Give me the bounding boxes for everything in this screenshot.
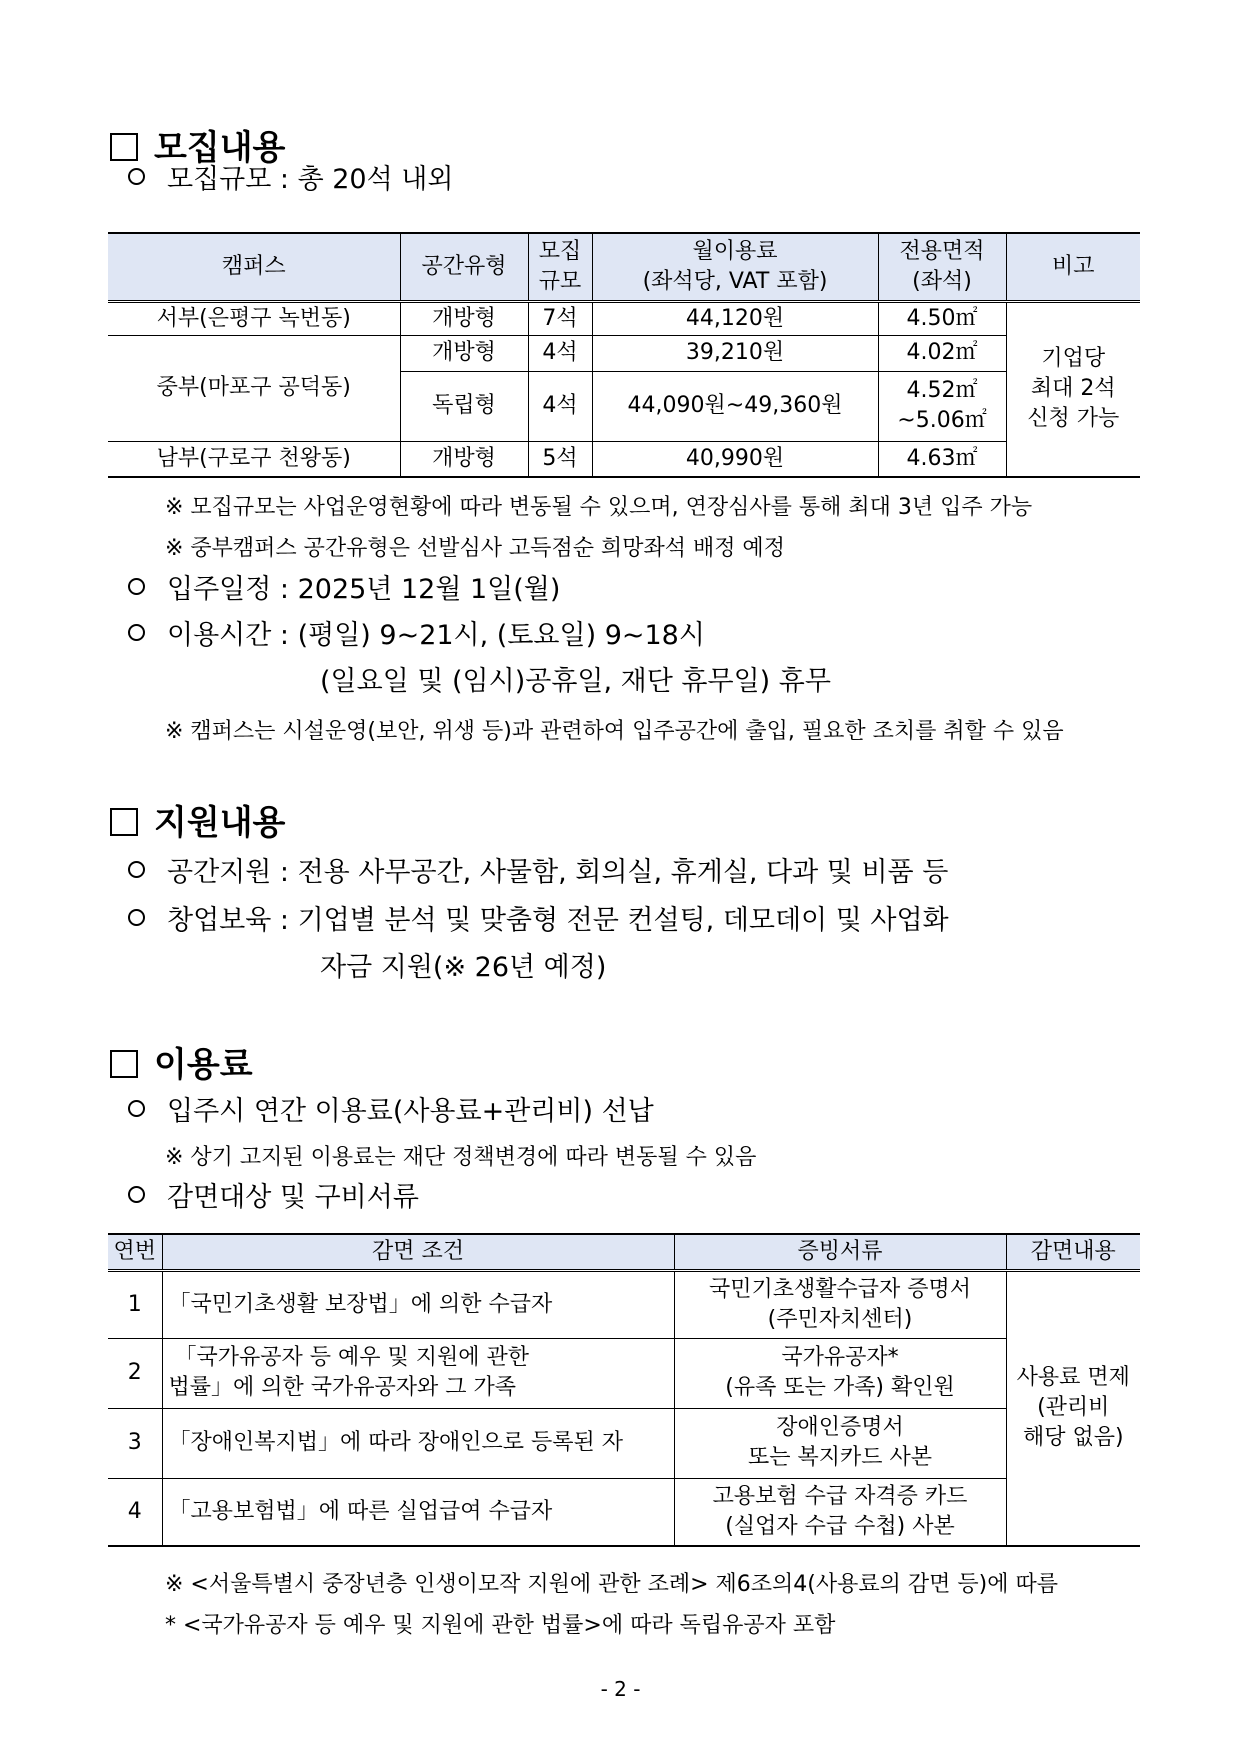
header-no: 연번 xyxy=(108,1234,162,1270)
usage-hours-closed: (일요일 및 (임시)공휴일, 재단 휴무일) 휴무 xyxy=(320,666,831,697)
fee-cell: 40,990원 xyxy=(592,441,878,477)
no-cell: 2 xyxy=(108,1338,162,1408)
header-space-type: 공간유형 xyxy=(400,233,528,301)
condition-cell: 「국민기초생활 보장법」에 의한 수급자 xyxy=(162,1270,674,1338)
table-row xyxy=(108,1338,1140,1408)
condition-cell: 「장애인복지법」에 따라 장애인으로 등록된 자 xyxy=(162,1408,674,1478)
checkbox-square-icon xyxy=(110,133,138,161)
campus-cell: 서부(은평구 녹번동) xyxy=(108,301,400,335)
space-support: 공간지원 : 전용 사무공간, 사물함, 회의실, 휴게실, 다과 및 비품 등 xyxy=(128,855,948,891)
table-row xyxy=(108,1478,1140,1546)
type-cell: 독립형 xyxy=(400,371,528,441)
fee-cell: 44,120원 xyxy=(592,301,878,335)
docs-cell: 국가유공자* (유족 또는 가족) 확인원 xyxy=(674,1338,1006,1408)
no-cell: 1 xyxy=(108,1270,162,1338)
docs-cell: 고용보험 수급 자격증 카드 (실업자 수급 수첩) 사본 xyxy=(674,1478,1006,1546)
section-title-fee: 이용료 xyxy=(110,1045,253,1085)
circle-bullet-icon xyxy=(128,1186,145,1203)
area-cell: 4.52㎡ ~5.06㎡ xyxy=(878,371,1006,441)
fee-prepay-note: ※ 상기 고지된 이용료는 재단 정책변경에 따라 변동될 수 있음 xyxy=(165,1145,757,1170)
header-area: 전용면적 (좌석) xyxy=(878,233,1006,301)
section-title-recruit: 모집내용 xyxy=(110,128,285,168)
exemption-title: 감면대상 및 구비서류 xyxy=(128,1180,419,1216)
area-cell: 4.02㎡ xyxy=(878,335,1006,371)
hours-note: ※ 캠퍼스는 시설운영(보안, 위생 등)과 관련하여 입주공간에 출입, 필요한 조치를 취할 수 있음 xyxy=(165,719,1064,744)
condition-cell: 「고용보험법」에 따른 실업급여 수급자 xyxy=(162,1478,674,1546)
move-in-schedule: 입주일정 : 2025년 12월 1일(월) xyxy=(128,572,560,608)
seats-cell: 5석 xyxy=(528,441,592,477)
header-scale: 모집 규모 xyxy=(528,233,592,301)
circle-bullet-icon xyxy=(128,168,145,185)
type-cell: 개방형 xyxy=(400,335,528,371)
table-row xyxy=(108,441,1140,477)
no-cell: 4 xyxy=(108,1478,162,1546)
header-campus: 캠퍼스 xyxy=(108,233,400,301)
incubation-support-cont: 자금 지원(※ 26년 예정) xyxy=(320,952,607,983)
checkbox-square-icon xyxy=(110,808,138,836)
exemption-note-1: ※ <서울특별시 중장년층 인생이모작 지원에 관한 조례> 제6조의4(사용료의 감면 등)에 따름 xyxy=(165,1572,1058,1597)
campus-cell: 중부(마포구 공덕동) xyxy=(108,335,400,441)
type-cell: 개방형 xyxy=(400,441,528,477)
recruit-note-2: ※ 중부캠퍼스 공간유형은 선발심사 고득점순 희망좌석 배정 예정 xyxy=(165,536,785,561)
no-cell: 3 xyxy=(108,1408,162,1478)
recruit-note-1: ※ 모집규모는 사업운영현황에 따라 변동될 수 있으며, 연장심사를 통해 최대 3년 입주 가능 xyxy=(165,495,1033,520)
table-row xyxy=(108,301,1140,335)
usage-hours: 이용시간 : (평일) 9~21시, (토요일) 9~18시 xyxy=(128,618,705,654)
recruit-table xyxy=(108,232,1140,478)
seats-cell: 7석 xyxy=(528,301,592,335)
circle-bullet-icon xyxy=(128,1100,145,1117)
table-row xyxy=(108,1408,1140,1478)
header-fee: 월이용료 (좌석당, VAT 포함) xyxy=(592,233,878,301)
checkbox-square-icon xyxy=(110,1050,138,1078)
header-note: 비고 xyxy=(1006,233,1140,301)
seats-cell: 4석 xyxy=(528,371,592,441)
circle-bullet-icon xyxy=(128,624,145,641)
exemption-table xyxy=(108,1233,1140,1547)
fee-cell: 39,210원 xyxy=(592,335,878,371)
exemption-note-2: * <국가유공자 등 예우 및 지원에 관한 법률>에 따라 독립유공자 포함 xyxy=(165,1613,836,1638)
type-cell: 개방형 xyxy=(400,301,528,335)
header-docs: 증빙서류 xyxy=(674,1234,1006,1270)
circle-bullet-icon xyxy=(128,909,145,926)
recruit-scale: 모집규모 : 총 20석 내외 xyxy=(128,162,453,198)
area-cell: 4.63㎡ xyxy=(878,441,1006,477)
circle-bullet-icon xyxy=(128,578,145,595)
header-benefit: 감면내용 xyxy=(1006,1234,1140,1270)
circle-bullet-icon xyxy=(128,861,145,878)
header-condition: 감면 조건 xyxy=(162,1234,674,1270)
docs-cell: 국민기초생활수급자 증명서 (주민자치센터) xyxy=(674,1270,1006,1338)
condition-cell: 「국가유공자 등 예우 및 지원에 관한 법률」에 의한 국가유공자와 그 가족 xyxy=(162,1338,674,1408)
campus-cell: 남부(구로구 천왕동) xyxy=(108,441,400,477)
docs-cell: 장애인증명서 또는 복지카드 사본 xyxy=(674,1408,1006,1478)
note-cell: 기업당 최대 2석 신청 가능 xyxy=(1006,301,1140,477)
section-title-support: 지원내용 xyxy=(110,803,285,843)
seats-cell: 4석 xyxy=(528,335,592,371)
benefit-cell: 사용료 면제 (관리비 해당 없음) xyxy=(1006,1270,1140,1546)
area-cell: 4.50㎡ xyxy=(878,301,1006,335)
fee-cell: 44,090원~49,360원 xyxy=(592,371,878,441)
page-number: - 2 - xyxy=(600,1677,641,1701)
table-row xyxy=(108,1270,1140,1338)
incubation-support: 창업보육 : 기업별 분석 및 맞춤형 전문 컨설팅, 데모데이 및 사업화 xyxy=(128,903,949,939)
table-row xyxy=(108,335,1140,371)
fee-prepay: 입주시 연간 이용료(사용료+관리비) 선납 xyxy=(128,1094,654,1130)
